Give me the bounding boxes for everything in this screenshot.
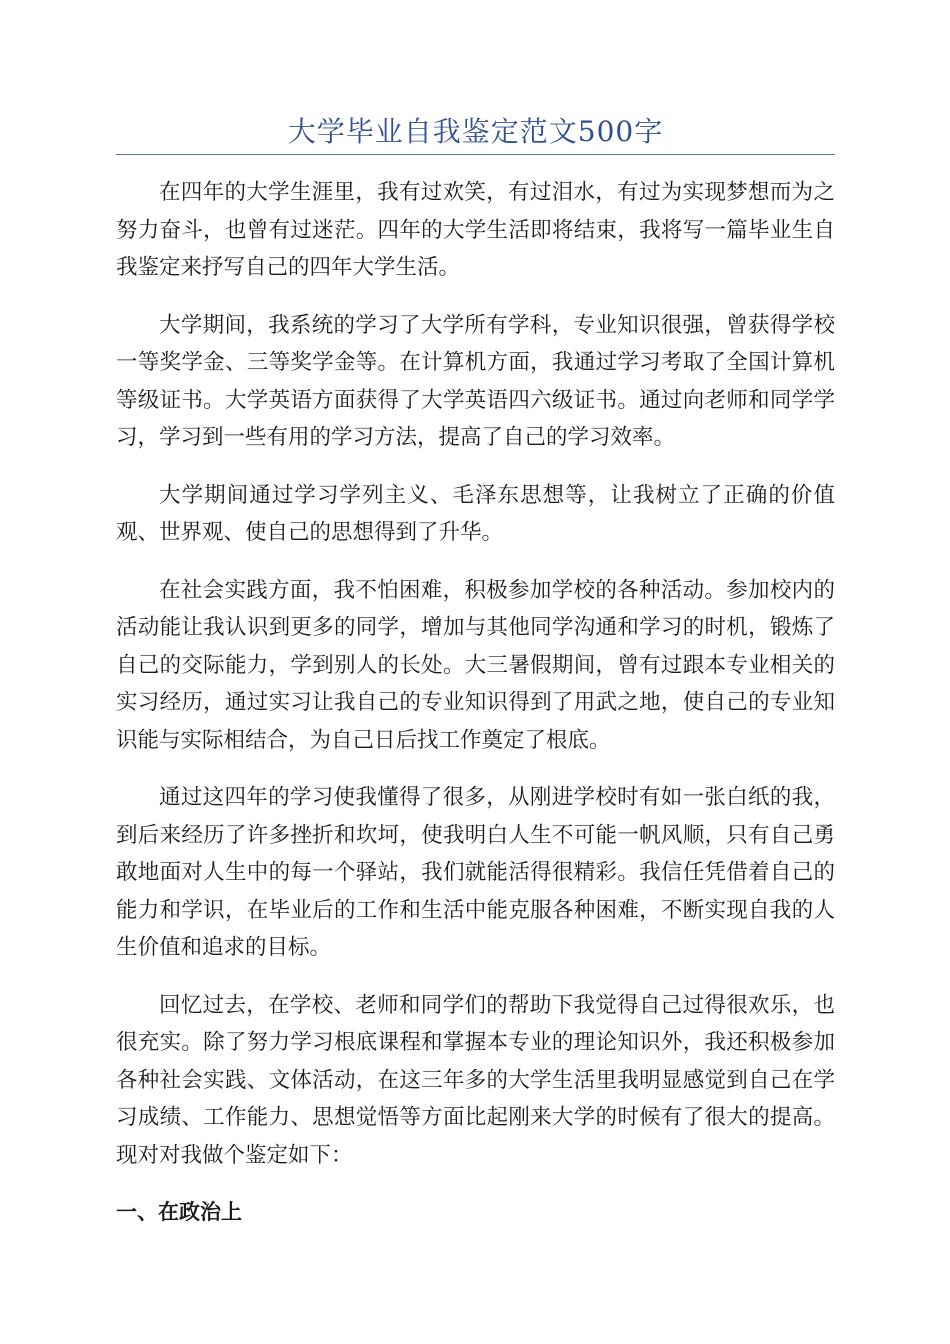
paragraph-ideology: 大学期间通过学习学列主义、毛泽东思想等，让我树立了正确的价值观、世界观、使自己的思想得到了升华。 [116,482,835,545]
paragraph-social-practice: 在社会实践方面，我不怕困难，积极参加学校的各种活动。参加校内的活动能让我认识到更多的同学，增加与其他同学沟通和学习的时机，锻炼了自己的交际能力，学到别人的长处。大三暑假期间，曾有过跟本专业相关的实习经历，通过实习让我自己的专业知识得到了用武之地，使自己的专业知识能与实际相结合，为自己日后找工作奠定了根底。 [116,577,835,753]
document-body [116,174,835,1232]
section-heading-politics: 一、在政治上 [116,1200,242,1224]
document-title: 大学毕业自我鉴定范文500字 [287,115,664,148]
paragraph-intro: 在四年的大学生涯里，我有过欢笑，有过泪水，有过为实现梦想而为之努力奋斗，也曾有过迷茫。四年的大学生活即将结束，我将写一篇毕业生自我鉴定来抒写自己的四年大学生活。 [116,180,835,280]
title-underline-rule [116,154,835,155]
paragraph-review: 回忆过去，在学校、老师和同学们的帮助下我觉得自己过得很欢乐，也很充实。除了努力学习根底课程和掌握本专业的理论知识外，我还积极参加各种社会实践、文体活动，在这三年多的大学生活里我明显感觉到自己在学习成绩、工作能力、思想觉悟等方面比起刚来大学的时候有了很大的提高。现对对我做个鉴定如下： [116,992,835,1168]
paragraph-growth: 通过这四年的学习使我懂得了很多，从刚进学校时有如一张白纸的我，到后来经历了许多挫折和坎坷，使我明白人生不可能一帆风顺，只有自己勇敢地面对人生中的每一个驿站，我们就能活得很精彩。我信任凭借着自己的能力和学识，在毕业后的工作和生活中能克服各种困难，不断实现自我的人生价值和追求的目标。 [116,785,835,960]
paragraph-study: 大学期间，我系统的学习了大学所有学科，专业知识很强，曾获得学校一等奖学金、三等奖学金等。在计算机方面，我通过学习考取了全国计算机等级证书。大学英语方面获得了大学英语四六级证书。通过向老师和同学学习，学习到一些有用的学习方法，提高了自己的学习效率。 [116,312,835,450]
